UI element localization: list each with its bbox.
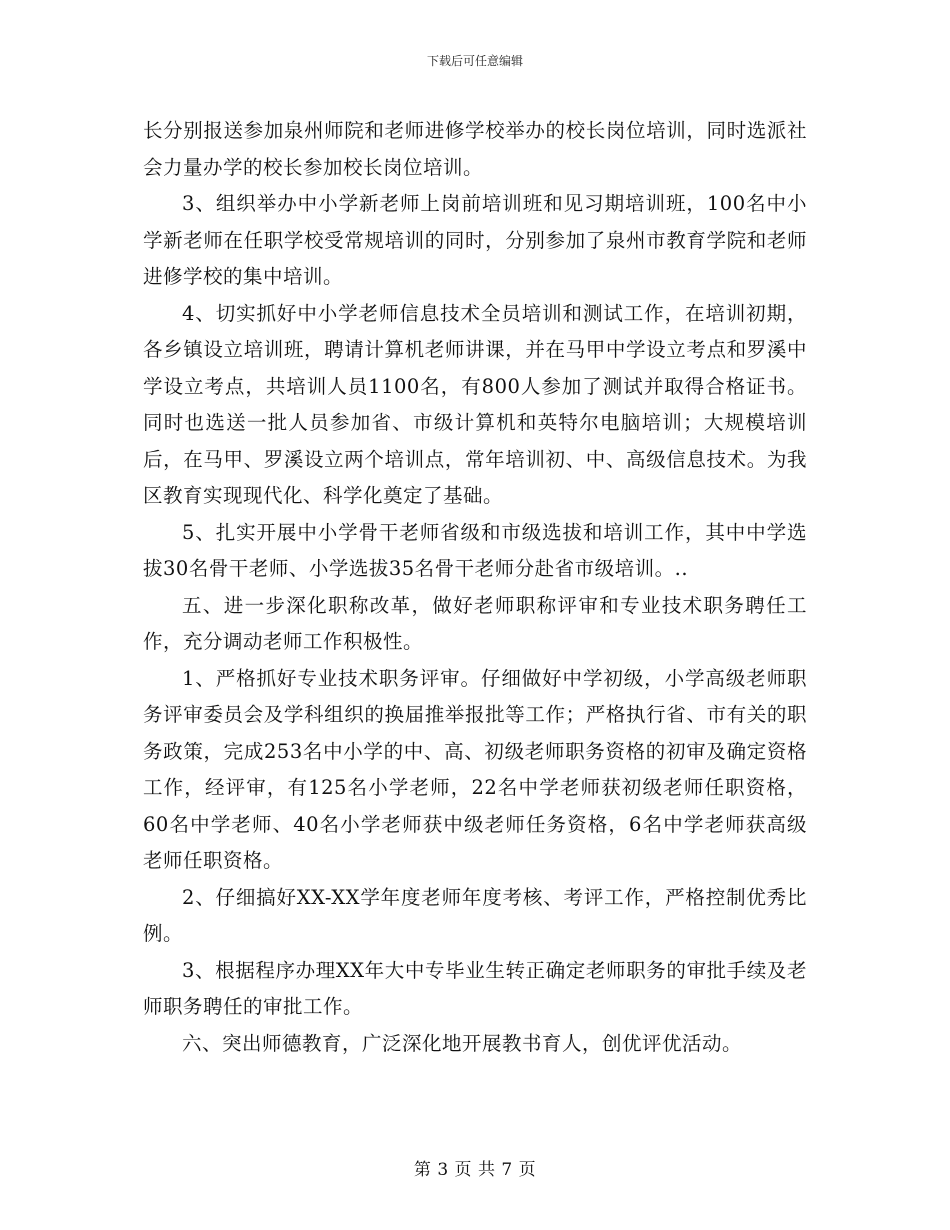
page-header-note: 下载后可任意编辑	[426, 54, 523, 68]
paragraph-continuation: 长分别报送参加泉州师院和老师进修学校举办的校长岗位培训，同时选派社会力量办学的校长参加校长岗位培训。	[143, 119, 807, 179]
page-number-footer: 第 3 页 共 7 页	[413, 1160, 537, 1180]
paragraph-item-2: 2、仔细搞好XX-XX学年度老师年度考核、考评工作，严格控制优秀比例。	[143, 885, 807, 945]
paragraph-item-1: 1、严格抓好专业技术职务评审。仔细做好中学初级，小学高级老师职务评审委员会及学科组织的换届推举报批等工作；严格执行省、市有关的职务政策，完成253名中小学的中、高、初级老师职务资格的初审及确定资格工作，经评审，有125名小学老师，22名中学老师获初级老师任职资格，60名中学老师、40名小学老师获中级老师任务资格，6名中学老师获高级老师任职资格。	[143, 666, 807, 872]
paragraph-item-4: 4、切实抓好中小学老师信息技术全员培训和测试工作，在培训初期，各乡镇设立培训班，聘请计算机老师讲课，并在马甲中学设立考点和罗溪中学设立考点，共培训人员1100名，有800人参加了测试并取得合格证书。同时也选送一批人员参加省、市级计算机和英特尔电脑培训；大规模培训后，在马甲、罗溪设立两个培训点，常年培训初、中、高级信息技术。为我区教育实现现代化、科学化奠定了基础。	[143, 301, 807, 507]
paragraph-item-3: 3、组织举办中小学新老师上岗前培训班和见习期培训班，100名中小学新老师在任职学校受常规培训的同时，分别参加了泉州市教育学院和老师进修学校的集中培训。	[143, 192, 807, 288]
section-heading-5: 五、进一步深化职称改革，做好老师职称评审和专业技术职务聘任工作，充分调动老师工作积极性。	[143, 593, 807, 653]
document-body	[143, 113, 807, 1062]
paragraph-item-3b: 3、根据程序办理XX年大中专毕业生转正确定老师职务的审批手续及老师职务聘任的审批工作。	[143, 958, 807, 1018]
paragraph-item-5: 5、扎实开展中小学骨干老师省级和市级选拔和培训工作，其中中学选拔30名骨干老师、小学选拔35名骨干老师分赴省市级培训。..	[143, 520, 807, 580]
section-heading-6: 六、突出师德教育，广泛深化地开展教书育人，创优评优活动。	[182, 1031, 743, 1055]
